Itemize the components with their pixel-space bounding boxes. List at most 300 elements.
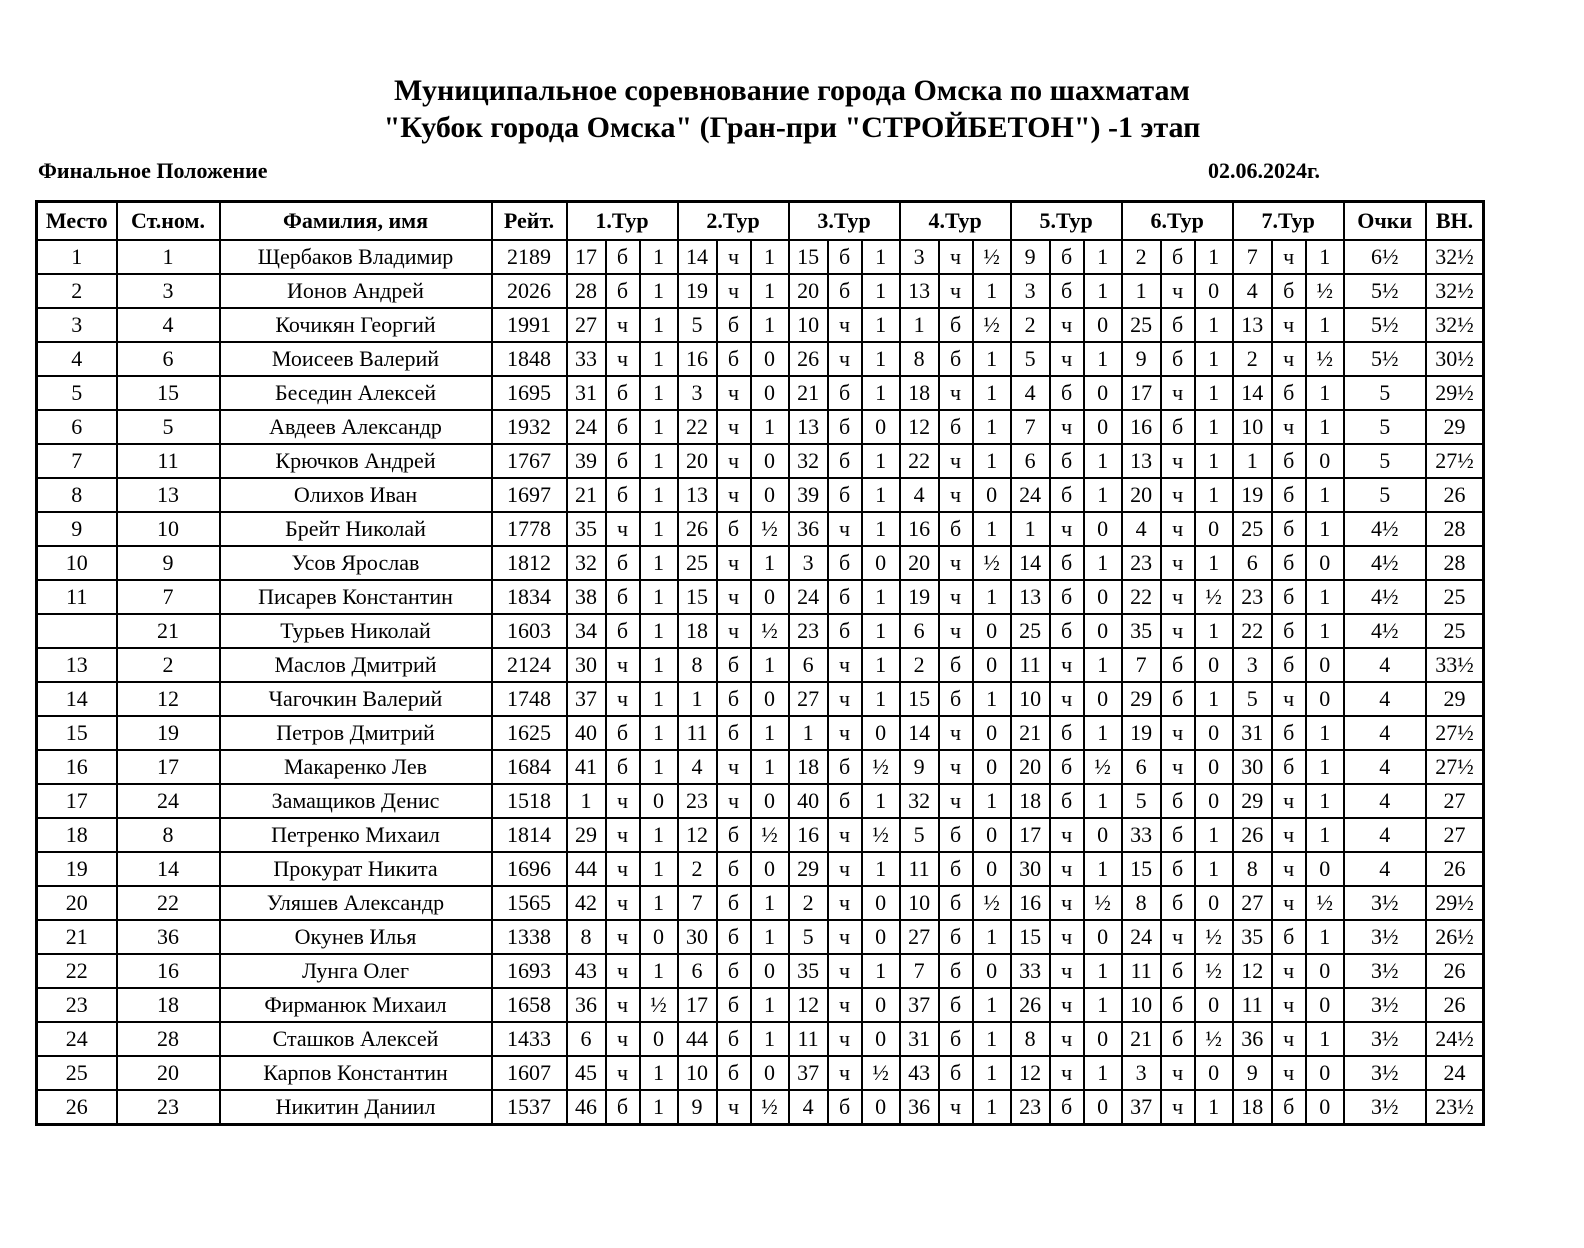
tiebreak-cell: 28 [1426, 546, 1484, 580]
round-opponent-cell: 3 [1011, 274, 1050, 308]
tiebreak-cell: 33½ [1426, 648, 1484, 682]
rating-cell: 1696 [492, 852, 567, 886]
round-opponent-cell: 27 [789, 682, 828, 716]
round-opponent-cell: 23 [1122, 546, 1161, 580]
round-opponent-cell: 1 [1233, 444, 1272, 478]
round-color-cell: ч [828, 1022, 862, 1056]
round-opponent-cell: 39 [789, 478, 828, 512]
table-row [37, 274, 1484, 308]
round-color-cell: ч [1161, 1090, 1195, 1125]
round-result-cell: 1 [1195, 410, 1233, 444]
start-number-cell: 13 [117, 478, 220, 512]
round-color-cell: ч [1161, 478, 1195, 512]
round-result-cell: 1 [640, 648, 678, 682]
round-color-cell: б [717, 988, 751, 1022]
round-opponent-cell: 29 [789, 852, 828, 886]
tiebreak-cell: 32½ [1426, 240, 1484, 274]
round-opponent-cell: 25 [1011, 614, 1050, 648]
round-result-cell: 1 [1084, 852, 1122, 886]
tiebreak-cell: 30½ [1426, 342, 1484, 376]
round-result-cell: 1 [640, 512, 678, 546]
round-result-cell: 1 [1306, 376, 1344, 410]
round-color-cell: ч [1272, 1056, 1306, 1090]
round-result-cell: 0 [862, 410, 900, 444]
round-opponent-cell: 20 [678, 444, 717, 478]
tiebreak-cell: 27½ [1426, 444, 1484, 478]
round-opponent-cell: 8 [1233, 852, 1272, 886]
results-table [35, 200, 1485, 1126]
round-result-cell: 1 [1306, 614, 1344, 648]
table-row [37, 750, 1484, 784]
round-opponent-cell: 4 [1011, 376, 1050, 410]
rating-cell: 1778 [492, 512, 567, 546]
round-opponent-cell: 7 [1011, 410, 1050, 444]
round-opponent-cell: 44 [678, 1022, 717, 1056]
round-color-cell: б [1161, 648, 1195, 682]
round-opponent-cell: 6 [900, 614, 939, 648]
table-row [37, 308, 1484, 342]
round-color-cell: ч [828, 818, 862, 852]
round-opponent-cell: 6 [567, 1022, 606, 1056]
col-header-tiebreak: ВН. [1426, 202, 1484, 241]
round-result-cell: 1 [751, 750, 789, 784]
round-opponent-cell: 11 [789, 1022, 828, 1056]
round-opponent-cell: 10 [678, 1056, 717, 1090]
round-opponent-cell: 8 [1122, 886, 1161, 920]
round-color-cell: ч [717, 410, 751, 444]
round-color-cell: ч [606, 308, 640, 342]
rating-cell: 1338 [492, 920, 567, 954]
place-cell: 23 [37, 988, 117, 1022]
round-result-cell: 1 [751, 920, 789, 954]
round-result-cell: 0 [973, 750, 1011, 784]
points-cell: 3½ [1344, 1056, 1426, 1090]
round-opponent-cell: 38 [567, 580, 606, 614]
round-result-cell: 1 [862, 954, 900, 988]
place-cell: 8 [37, 478, 117, 512]
rating-cell: 1607 [492, 1056, 567, 1090]
rating-cell: 1658 [492, 988, 567, 1022]
points-cell: 4 [1344, 682, 1426, 716]
round-opponent-cell: 17 [567, 240, 606, 274]
place-cell: 3 [37, 308, 117, 342]
round-opponent-cell: 1 [678, 682, 717, 716]
round-color-cell: ч [606, 818, 640, 852]
round-result-cell: 1 [1084, 274, 1122, 308]
round-opponent-cell: 25 [1233, 512, 1272, 546]
round-result-cell: 0 [751, 784, 789, 818]
col-header-round-2: 2.Тур [678, 202, 789, 241]
round-color-cell: б [939, 648, 973, 682]
place-cell: 16 [37, 750, 117, 784]
start-number-cell: 2 [117, 648, 220, 682]
round-result-cell: 1 [1195, 308, 1233, 342]
page [0, 72, 1584, 1248]
round-result-cell: ½ [1084, 750, 1122, 784]
round-opponent-cell: 37 [1122, 1090, 1161, 1125]
subhead-row [38, 158, 1320, 184]
round-color-cell: б [1161, 784, 1195, 818]
round-opponent-cell: 14 [678, 240, 717, 274]
round-color-cell: ч [828, 1056, 862, 1090]
round-color-cell: ч [939, 784, 973, 818]
points-cell: 5 [1344, 478, 1426, 512]
points-cell: 4½ [1344, 546, 1426, 580]
player-name-cell: Моисеев Валерий [220, 342, 492, 376]
round-color-cell: б [1050, 784, 1084, 818]
points-cell: 5 [1344, 376, 1426, 410]
tiebreak-cell: 27 [1426, 784, 1484, 818]
round-result-cell: 0 [862, 716, 900, 750]
rating-cell: 1932 [492, 410, 567, 444]
round-color-cell: б [1161, 342, 1195, 376]
table-row [37, 852, 1484, 886]
round-color-cell: ч [1050, 308, 1084, 342]
round-opponent-cell: 12 [678, 818, 717, 852]
player-name-cell: Сташков Алексей [220, 1022, 492, 1056]
round-color-cell: б [717, 920, 751, 954]
round-color-cell: ч [717, 614, 751, 648]
round-color-cell: ч [717, 546, 751, 580]
round-color-cell: б [606, 478, 640, 512]
round-result-cell: ½ [751, 512, 789, 546]
table-row [37, 444, 1484, 478]
round-color-cell: ч [1050, 682, 1084, 716]
round-opponent-cell: 43 [900, 1056, 939, 1090]
round-result-cell: 1 [1084, 546, 1122, 580]
round-color-cell: б [939, 954, 973, 988]
round-result-cell: 1 [640, 750, 678, 784]
tiebreak-cell: 24½ [1426, 1022, 1484, 1056]
rating-cell: 1603 [492, 614, 567, 648]
round-result-cell: 1 [973, 920, 1011, 954]
points-cell: 5 [1344, 444, 1426, 478]
start-number-cell: 19 [117, 716, 220, 750]
round-opponent-cell: 26 [678, 512, 717, 546]
round-opponent-cell: 30 [1011, 852, 1050, 886]
round-result-cell: 1 [973, 1090, 1011, 1125]
round-result-cell: 0 [751, 376, 789, 410]
round-opponent-cell: 16 [1011, 886, 1050, 920]
round-result-cell: 1 [1084, 988, 1122, 1022]
round-color-cell: б [828, 784, 862, 818]
round-opponent-cell: 16 [678, 342, 717, 376]
round-opponent-cell: 9 [900, 750, 939, 784]
round-opponent-cell: 36 [900, 1090, 939, 1125]
round-opponent-cell: 29 [1122, 682, 1161, 716]
table-row [37, 478, 1484, 512]
round-result-cell: 0 [751, 342, 789, 376]
place-cell: 13 [37, 648, 117, 682]
round-opponent-cell: 4 [678, 750, 717, 784]
round-result-cell: 1 [640, 682, 678, 716]
points-cell: 5½ [1344, 308, 1426, 342]
player-name-cell: Прокурат Никита [220, 852, 492, 886]
tiebreak-cell: 26 [1426, 988, 1484, 1022]
round-color-cell: ч [1161, 376, 1195, 410]
round-opponent-cell: 2 [1122, 240, 1161, 274]
tiebreak-cell: 26 [1426, 478, 1484, 512]
round-opponent-cell: 16 [1122, 410, 1161, 444]
round-result-cell: ½ [973, 240, 1011, 274]
start-number-cell: 8 [117, 818, 220, 852]
round-opponent-cell: 11 [900, 852, 939, 886]
table-row [37, 546, 1484, 580]
round-result-cell: 1 [862, 274, 900, 308]
player-name-cell: Уляшев Александр [220, 886, 492, 920]
round-opponent-cell: 24 [1122, 920, 1161, 954]
round-result-cell: 0 [1306, 648, 1344, 682]
tiebreak-cell: 32½ [1426, 308, 1484, 342]
points-cell: 3½ [1344, 954, 1426, 988]
start-number-cell: 36 [117, 920, 220, 954]
round-opponent-cell: 32 [567, 546, 606, 580]
player-name-cell: Макаренко Лев [220, 750, 492, 784]
round-opponent-cell: 25 [1122, 308, 1161, 342]
round-result-cell: 1 [862, 512, 900, 546]
round-opponent-cell: 18 [678, 614, 717, 648]
round-color-cell: б [1272, 512, 1306, 546]
round-opponent-cell: 3 [1233, 648, 1272, 682]
round-color-cell: ч [828, 852, 862, 886]
round-color-cell: ч [828, 954, 862, 988]
round-opponent-cell: 21 [1122, 1022, 1161, 1056]
round-color-cell: б [1161, 1022, 1195, 1056]
round-opponent-cell: 21 [1011, 716, 1050, 750]
round-color-cell: ч [606, 988, 640, 1022]
round-opponent-cell: 5 [900, 818, 939, 852]
place-cell: 20 [37, 886, 117, 920]
round-color-cell: б [1050, 376, 1084, 410]
round-opponent-cell: 25 [678, 546, 717, 580]
round-color-cell: ч [939, 376, 973, 410]
round-result-cell: 1 [973, 1022, 1011, 1056]
round-opponent-cell: 27 [900, 920, 939, 954]
round-opponent-cell: 5 [678, 308, 717, 342]
round-color-cell: ч [1050, 342, 1084, 376]
round-result-cell: 0 [1084, 512, 1122, 546]
round-color-cell: ч [606, 648, 640, 682]
round-result-cell: ½ [1195, 954, 1233, 988]
tiebreak-cell: 29½ [1426, 376, 1484, 410]
rating-cell: 1518 [492, 784, 567, 818]
place-cell: 10 [37, 546, 117, 580]
player-name-cell: Лунга Олег [220, 954, 492, 988]
results-table-body [37, 240, 1484, 1125]
player-name-cell: Чагочкин Валерий [220, 682, 492, 716]
round-color-cell: б [939, 682, 973, 716]
round-color-cell: б [1272, 274, 1306, 308]
round-color-cell: б [717, 342, 751, 376]
round-opponent-cell: 29 [567, 818, 606, 852]
round-opponent-cell: 6 [1233, 546, 1272, 580]
round-result-cell: 1 [862, 648, 900, 682]
round-color-cell: б [939, 1022, 973, 1056]
place-cell: 14 [37, 682, 117, 716]
round-opponent-cell: 19 [678, 274, 717, 308]
round-result-cell: 1 [640, 240, 678, 274]
round-result-cell: 0 [1195, 1056, 1233, 1090]
round-color-cell: ч [1050, 512, 1084, 546]
round-opponent-cell: 45 [567, 1056, 606, 1090]
round-color-cell: ч [1272, 886, 1306, 920]
start-number-cell: 28 [117, 1022, 220, 1056]
round-color-cell: б [717, 1056, 751, 1090]
round-result-cell: 0 [1195, 886, 1233, 920]
table-row [37, 682, 1484, 716]
table-row [37, 648, 1484, 682]
round-color-cell: б [717, 716, 751, 750]
round-opponent-cell: 4 [789, 1090, 828, 1125]
round-color-cell: б [1272, 1090, 1306, 1125]
round-result-cell: 1 [640, 478, 678, 512]
round-opponent-cell: 16 [900, 512, 939, 546]
round-result-cell: 0 [973, 852, 1011, 886]
round-opponent-cell: 10 [1233, 410, 1272, 444]
round-result-cell: 1 [640, 852, 678, 886]
round-opponent-cell: 8 [1011, 1022, 1050, 1056]
round-result-cell: 1 [751, 716, 789, 750]
round-opponent-cell: 30 [567, 648, 606, 682]
round-opponent-cell: 10 [1122, 988, 1161, 1022]
round-opponent-cell: 2 [789, 886, 828, 920]
round-opponent-cell: 17 [678, 988, 717, 1022]
player-name-cell: Маслов Дмитрий [220, 648, 492, 682]
round-result-cell: 0 [751, 478, 789, 512]
round-color-cell: ч [606, 512, 640, 546]
round-result-cell: 1 [973, 682, 1011, 716]
round-result-cell: 1 [751, 988, 789, 1022]
tiebreak-cell: 29 [1426, 410, 1484, 444]
round-result-cell: 0 [1084, 308, 1122, 342]
round-color-cell: ч [606, 852, 640, 886]
round-color-cell: б [1161, 308, 1195, 342]
round-color-cell: ч [828, 682, 862, 716]
round-result-cell: ½ [751, 1090, 789, 1125]
points-cell: 4 [1344, 784, 1426, 818]
round-opponent-cell: 23 [678, 784, 717, 818]
table-row [37, 886, 1484, 920]
col-header-round-5: 5.Тур [1011, 202, 1122, 241]
round-color-cell: б [1161, 954, 1195, 988]
round-opponent-cell: 23 [1011, 1090, 1050, 1125]
round-opponent-cell: 28 [567, 274, 606, 308]
round-opponent-cell: 14 [1233, 376, 1272, 410]
round-result-cell: 0 [1306, 1056, 1344, 1090]
round-result-cell: 0 [1084, 580, 1122, 614]
start-number-cell: 20 [117, 1056, 220, 1090]
round-result-cell: 1 [862, 478, 900, 512]
start-number-cell: 7 [117, 580, 220, 614]
table-row [37, 376, 1484, 410]
round-opponent-cell: 33 [1122, 818, 1161, 852]
round-opponent-cell: 22 [1233, 614, 1272, 648]
tiebreak-cell: 32½ [1426, 274, 1484, 308]
round-result-cell: 1 [751, 274, 789, 308]
table-row [37, 1090, 1484, 1125]
round-color-cell: б [1050, 240, 1084, 274]
round-opponent-cell: 8 [900, 342, 939, 376]
round-color-cell: ч [1272, 308, 1306, 342]
round-color-cell: б [828, 444, 862, 478]
round-result-cell: ½ [640, 988, 678, 1022]
round-color-cell: ч [1272, 682, 1306, 716]
place-cell: 9 [37, 512, 117, 546]
points-cell: 4½ [1344, 580, 1426, 614]
round-result-cell: 0 [973, 954, 1011, 988]
round-result-cell: 0 [973, 648, 1011, 682]
round-result-cell: 1 [751, 410, 789, 444]
round-color-cell: ч [717, 444, 751, 478]
round-color-cell: б [1272, 920, 1306, 954]
round-opponent-cell: 33 [567, 342, 606, 376]
round-result-cell: 1 [973, 512, 1011, 546]
round-result-cell: 1 [640, 818, 678, 852]
round-color-cell: ч [939, 1090, 973, 1125]
round-result-cell: 0 [862, 546, 900, 580]
round-color-cell: ч [939, 274, 973, 308]
place-cell: 2 [37, 274, 117, 308]
round-result-cell: 1 [640, 308, 678, 342]
round-result-cell: 1 [973, 410, 1011, 444]
round-opponent-cell: 9 [1122, 342, 1161, 376]
round-result-cell: 1 [1306, 308, 1344, 342]
round-color-cell: б [828, 580, 862, 614]
round-color-cell: б [717, 954, 751, 988]
round-opponent-cell: 4 [1233, 274, 1272, 308]
tiebreak-cell: 26½ [1426, 920, 1484, 954]
round-result-cell: ½ [973, 546, 1011, 580]
round-opponent-cell: 35 [1122, 614, 1161, 648]
round-result-cell: 1 [862, 376, 900, 410]
round-result-cell: 1 [1084, 444, 1122, 478]
round-result-cell: 0 [1195, 784, 1233, 818]
round-color-cell: б [828, 546, 862, 580]
round-opponent-cell: 36 [1233, 1022, 1272, 1056]
place-cell: 15 [37, 716, 117, 750]
round-result-cell: 1 [1195, 852, 1233, 886]
round-color-cell: ч [1050, 852, 1084, 886]
round-opponent-cell: 3 [1122, 1056, 1161, 1090]
round-opponent-cell: 15 [1011, 920, 1050, 954]
rating-cell: 1684 [492, 750, 567, 784]
round-color-cell: ч [1161, 920, 1195, 954]
points-cell: 3½ [1344, 1090, 1426, 1125]
tiebreak-cell: 27 [1426, 818, 1484, 852]
round-result-cell: 1 [862, 614, 900, 648]
player-name-cell: Брейт Николай [220, 512, 492, 546]
round-result-cell: ½ [973, 308, 1011, 342]
table-row [37, 614, 1484, 648]
round-opponent-cell: 20 [1122, 478, 1161, 512]
round-opponent-cell: 14 [900, 716, 939, 750]
round-result-cell: 1 [1306, 1022, 1344, 1056]
start-number-cell: 21 [117, 614, 220, 648]
round-result-cell: 1 [1306, 716, 1344, 750]
round-result-cell: 1 [973, 988, 1011, 1022]
round-opponent-cell: 22 [1122, 580, 1161, 614]
round-color-cell: б [1161, 410, 1195, 444]
round-color-cell: ч [1272, 240, 1306, 274]
round-color-cell: ч [717, 784, 751, 818]
round-result-cell: 0 [862, 920, 900, 954]
round-opponent-cell: 26 [1011, 988, 1050, 1022]
round-color-cell: б [1272, 444, 1306, 478]
round-opponent-cell: 4 [900, 478, 939, 512]
rating-cell: 1537 [492, 1090, 567, 1125]
tiebreak-cell: 28 [1426, 512, 1484, 546]
player-name-cell: Олихов Иван [220, 478, 492, 512]
